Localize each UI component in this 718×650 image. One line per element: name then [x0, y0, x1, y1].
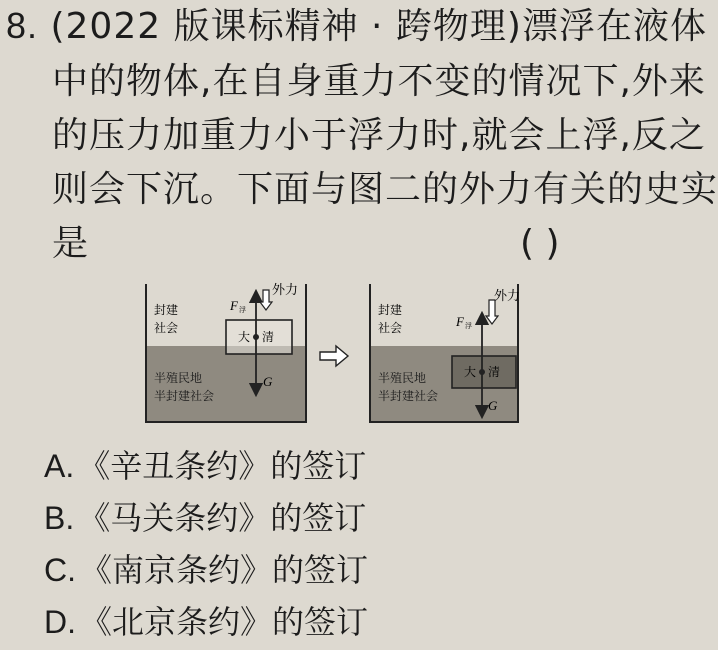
option-c[interactable]: [44, 548, 368, 592]
era-label: 半封建社会: [154, 389, 215, 403]
era-label: 社会: [154, 321, 179, 335]
question-text-line: 则会下沉。下面与图二的外力有关的史实: [52, 169, 718, 210]
transition-arrow-icon: [320, 346, 348, 366]
era-label: 封建: [154, 303, 179, 317]
era-label: 社会: [378, 321, 403, 335]
option-text: 《马关条约》的签订: [78, 499, 367, 537]
diagram-panel-before: [146, 282, 306, 422]
era-label: 半封建社会: [378, 389, 439, 403]
era-label: 半殖民地: [154, 371, 203, 385]
buoyancy-subscript: 浮: [239, 306, 246, 314]
option-letter: C.: [44, 552, 76, 588]
option-letter: B.: [44, 500, 75, 536]
option-letter: D.: [44, 604, 76, 640]
external-force-arrow: [260, 290, 272, 310]
option-text: 《北京条约》的签订: [80, 603, 369, 641]
option-b[interactable]: [44, 496, 366, 540]
era-label: 半殖民地: [378, 371, 427, 385]
question-text-line: 中的物体,在自身重力不变的情况下,外来: [52, 61, 706, 102]
block-label: 大: [464, 365, 477, 379]
buoyancy-subscript: 浮: [465, 322, 472, 330]
option-text: 《南京条约》的签订: [80, 551, 369, 589]
block-label: 清: [488, 365, 501, 379]
gravity-symbol: G: [488, 398, 498, 413]
external-force-label: 外力: [494, 289, 521, 304]
buoyancy-symbol: F: [230, 298, 238, 313]
option-a[interactable]: [44, 444, 366, 488]
question-line-1: [6, 2, 707, 51]
buoyancy-diagram: [130, 270, 530, 430]
block-label: 清: [262, 330, 275, 344]
option-text: 《辛丑条约》的签订: [78, 447, 367, 485]
block-label: 大: [238, 330, 251, 344]
external-force-label: 外力: [272, 283, 299, 298]
option-letter: A.: [44, 448, 75, 484]
gravity-symbol: G: [263, 374, 273, 389]
question-text-line: 是: [52, 223, 90, 264]
option-d[interactable]: [44, 600, 368, 644]
era-label: 封建: [378, 303, 403, 317]
question-number: 8.: [6, 5, 39, 46]
buoyancy-symbol: F: [456, 314, 464, 329]
question-text-line: 的压力加重力小于浮力时,就会上浮,反之: [52, 115, 706, 156]
question-text-line: (2022 版课标精神 · 跨物理)漂浮在液体: [50, 6, 707, 47]
diagram-panel-after: [370, 284, 520, 422]
answer-blank: ( ): [520, 223, 560, 264]
